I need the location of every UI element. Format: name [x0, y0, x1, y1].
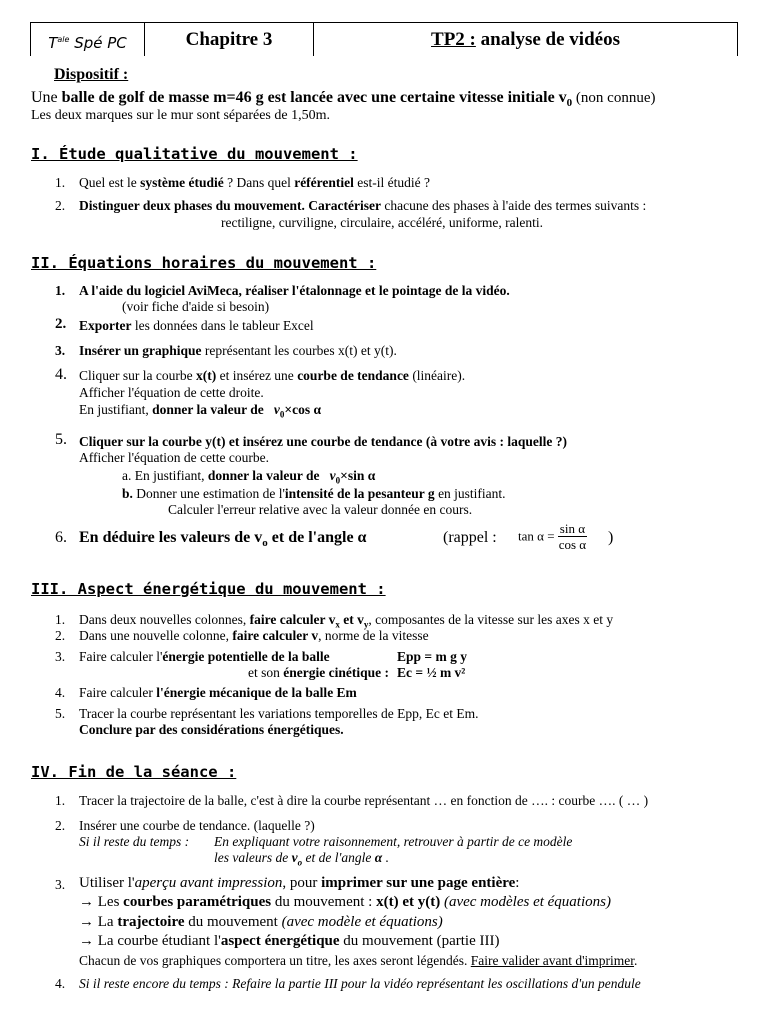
s3-item3-line2: et son énergie cinétique :	[248, 665, 389, 680]
s2-item4-line3: En justifiant, donner la valeur de $v_0\times\cos$ α	[79, 402, 321, 420]
s2-item1: A l'aide du logiciel AviMeca, réaliser l'étalonnage et le pointage de la vidéo.	[79, 283, 510, 298]
s2-item1-note: (voir fiche d'aide si besoin)	[122, 299, 270, 314]
dispositif-line2: Les deux marques sur le mur sont séparées de 1,50m.	[31, 108, 330, 123]
s3-item5: Tracer la courbe représentant les variations temporelles de Epp, Ec et Em.	[79, 706, 479, 721]
s1-item2-terms: rectiligne, curviligne, circulaire, accéléré, uniforme, ralenti.	[221, 215, 543, 230]
s2-item5-num: 5.	[55, 431, 67, 448]
s3-item3: Faire calculer l'énergie potentielle de la balle	[79, 649, 330, 664]
s2-item6: En déduire les valeurs de $v_o$ et de l'angle α	[79, 529, 367, 550]
s3-item2: Dans une nouvelle colonne, faire calculer v, norme de la vitesse	[79, 628, 429, 643]
s2-item4-line2: Afficher l'équation de cette droite.	[79, 385, 264, 400]
s2-item3: Insérer un graphique représentant les courbes x(t) et y(t).	[79, 343, 397, 358]
s4-item2-bonus-line2: les valeurs de $v_o$ et de l'angle α .	[214, 850, 389, 868]
s2-item2: Exporter les données dans le tableur Excel	[79, 318, 314, 333]
s4-item3-num: 3.	[55, 877, 66, 892]
class-sup: ale	[57, 35, 70, 44]
tp-title: analyse de vidéos	[475, 29, 620, 50]
s3-item2-num: 2.	[55, 628, 66, 643]
s3-item1: Dans deux nouvelles colonnes, faire calculer $v_x$ et $v_y$, composantes de la vitesse sur les axes x et y	[79, 612, 614, 630]
s4-item3-line4: Chacun de vos graphiques comportera un titre, les axes seront légendés. Faire valider avant d'imprimer.	[79, 953, 638, 968]
s2-item5: Cliquer sur la courbe y(t) et insérez une courbe de tendance (à votre avis : laquelle ?)	[79, 434, 567, 449]
section-1-title: I. Étude qualitative du mouvement :	[31, 145, 358, 163]
s2-item4: Cliquer sur la courbe x(t) et insérez une courbe de tendance (linéaire).	[79, 368, 466, 383]
s4-item3-line2: → La trajectoire du mouvement (avec modèle et équations)	[79, 914, 443, 930]
s1-item1-num: 1.	[55, 175, 66, 190]
s2-item1-num: 1.	[55, 283, 66, 298]
tan-fraction: $\frac{\text{sin α}}{\text{cos α}}$	[558, 521, 587, 552]
section-3-title: III. Aspect énergétique du mouvement :	[31, 580, 386, 598]
s1-item2: Distinguer deux phases du mouvement. Caractériser chacune des phases à l'aide des termes suivants :	[79, 198, 647, 213]
class-label: T	[48, 34, 58, 52]
s3-ec-formula: Ec = ½ m v²	[397, 665, 466, 680]
s2-item6-num: 6.	[55, 529, 67, 546]
s4-item2-num: 2.	[55, 818, 66, 833]
s4-item4: Si il reste encore du temps : Refaire la partie III pour la vidéo représentant les oscillations d'un pendule	[79, 976, 641, 991]
s4-item1: Tracer la trajectoire de la balle, c'est à dire la courbe représentant … en fonction de …. : courbe …. ( … )	[79, 793, 649, 808]
s3-item1-num: 1.	[55, 612, 66, 627]
s3-item5-num: 5.	[55, 706, 66, 721]
s2-item6-rappel: (rappel :	[443, 529, 497, 546]
s1-item1: Quel est le système étudié ? Dans quel référentiel est-il étudié ?	[79, 175, 431, 190]
s2-item2-num: 2.	[55, 316, 67, 332]
section-4-title: IV. Fin de la séance :	[31, 763, 237, 781]
s2-item5-a: a. En justifiant, donner la valeur de $v_0\times\sin$ α	[122, 468, 376, 486]
s3-item3-num: 3.	[55, 649, 66, 664]
tp-cell	[314, 23, 737, 56]
s3-item4-num: 4.	[55, 685, 66, 700]
s4-item3: Utiliser l'aperçu avant impression, pour imprimer sur une page entière:	[79, 875, 520, 891]
s4-item3-line3: → La courbe étudiant l'aspect énergétique du mouvement (partie III)	[79, 933, 500, 949]
s2-item3-num: 3.	[55, 343, 66, 358]
s4-item2-bonus-label: Si il reste du temps :	[79, 834, 190, 849]
s2-item6-close: )	[608, 529, 614, 546]
s3-item5-conclusion: Conclure par des considérations énergétiques.	[79, 722, 344, 737]
chapter-cell: Chapitre 3	[145, 23, 314, 56]
s2-item4-num: 4.	[55, 366, 67, 383]
header-table	[30, 22, 738, 56]
s4-item4-num: 4.	[55, 976, 66, 991]
tan-formula: tan α = $\frac{\text{sin α}}{\text{cos α}}$	[518, 521, 587, 552]
s3-item4: Faire calculer l'énergie mécanique de la balle Em	[79, 685, 357, 700]
s2-item5-b-line2: Calculer l'erreur relative avec la valeur donnée en cours.	[168, 502, 473, 517]
section-2-title: II. Équations horaires du mouvement :	[31, 254, 377, 272]
tp-label: TP2 :	[431, 29, 476, 50]
s4-item2-bonus: En expliquant votre raisonnement, retrouver à partir de ce modèle	[214, 834, 573, 849]
class-rest: Spé PC	[69, 34, 127, 52]
s2-item5-b: b. Donner une estimation de l'intensité de la pesanteur g en justifiant.	[122, 486, 506, 501]
class-cell	[31, 23, 145, 56]
s4-item1-num: 1.	[55, 793, 66, 808]
s4-item3-line1: → Les courbes paramétriques du mouvement : x(t) et y(t) (avec modèles et équations)	[79, 894, 611, 910]
s3-epp-formula: Epp = m g y	[397, 649, 467, 664]
dispositif-title: Dispositif :	[54, 66, 129, 83]
dispositif-line1: Une balle de golf de masse m=46 g est lancée avec une certaine vitesse initiale $v_0$ (non connue)	[31, 89, 656, 110]
s1-item2-num: 2.	[55, 198, 66, 213]
s2-item5-line2: Afficher l'équation de cette courbe.	[79, 450, 269, 465]
s4-item2: Insérer une courbe de tendance. (laquelle ?)	[79, 818, 315, 833]
